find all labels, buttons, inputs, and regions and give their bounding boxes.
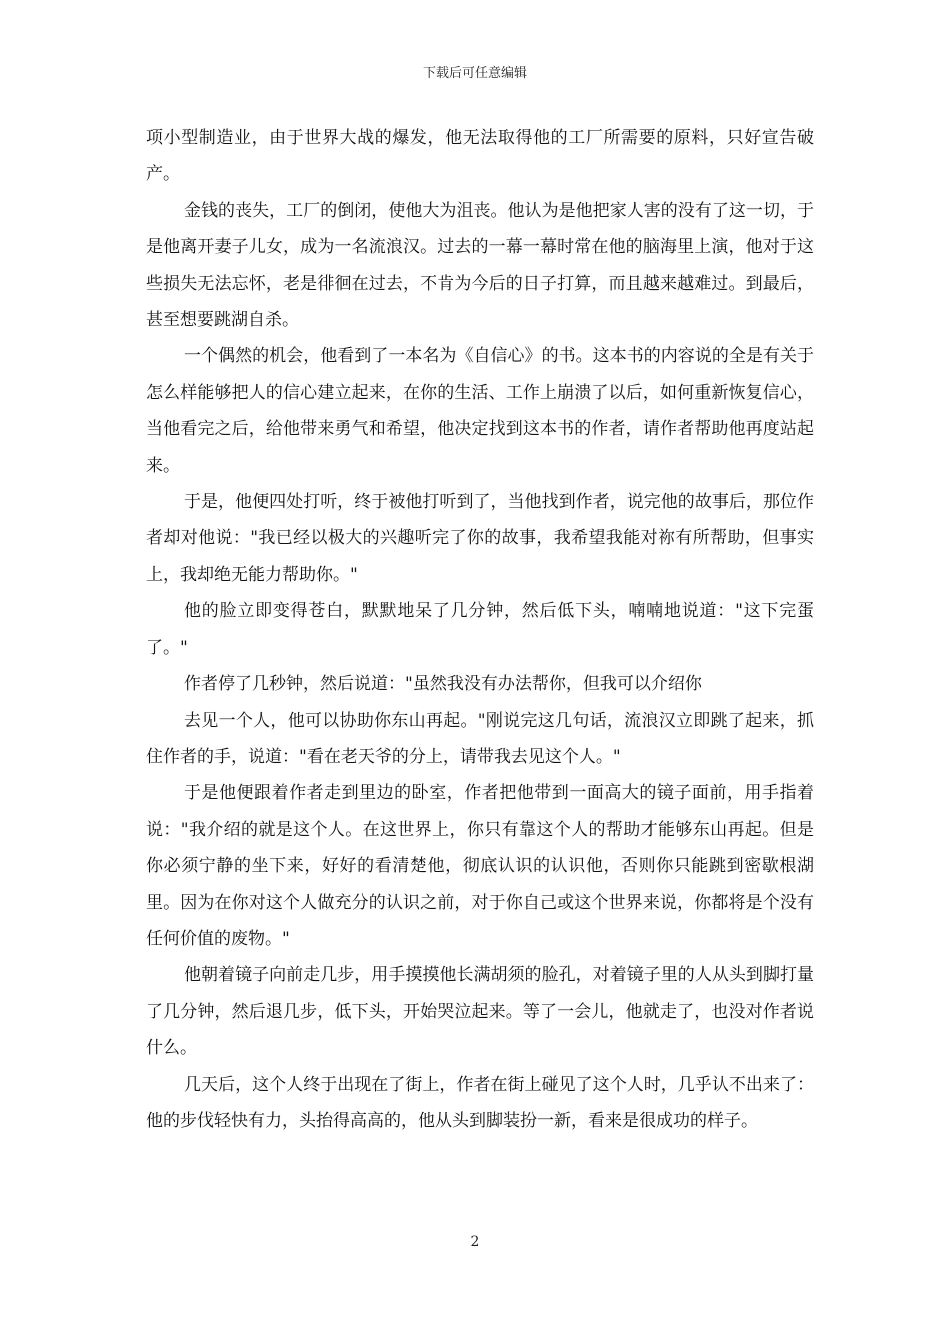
- document-body: [146, 120, 814, 1139]
- paragraph-4: 于是，他便四处打听，终于被他打听到了，当他找到作者，说完他的故事后，那位作者却对他说："我已经以极大的兴趣听完了你的故事，我希望我能对祢有所帮助，但事实上，我却绝无能力帮助你。": [146, 492, 814, 585]
- paragraph-7: 去见一个人，他可以协助你东山再起。"刚说完这几句话，流浪汉立即跳了起来，抓住作者的手，说道："看在老天爷的分上，请带我去见这个人。": [146, 710, 814, 767]
- paragraph-10: 几天后，这个人终于出现在了街上，作者在街上碰见了这个人时，几乎认不出来了：他的步伐轻快有力，头抬得高高的，他从头到脚装扮一新，看来是很成功的样子。: [146, 1074, 814, 1131]
- page-header: 下载后可任意编辑: [422, 66, 527, 81]
- paragraph-2: 金钱的丧失，工厂的倒闭，使他大为沮丧。他认为是他把家人害的没有了这一切，于是他离开妻子儿女，成为一名流浪汉。过去的一幕一幕时常在他的脑海里上演，他对于这些损失无法忘怀，老是徘徊在过去，不肯为今后的日子打算，而且越来越难过。到最后，甚至想要跳湖自杀。: [146, 200, 814, 331]
- paragraph-5: 他的脸立即变得苍白，默默地呆了几分钟，然后低下头，喃喃地说道："这下完蛋了。": [146, 601, 814, 658]
- paragraph-8: 于是他便跟着作者走到里边的卧室，作者把他带到一面高大的镜子面前，用手指着说："我介绍的就是这个人。在这世界上，你只有靠这个人的帮助才能够东山再起。但是你必须宁静的坐下来，好好的看清楚他，彻底认识的认识他，否则你只能跳到密歇根湖里。因为在你对这个人做充分的认识之前，对于你自己或这个世界来说，你都将是个没有任何价值的废物。": [146, 783, 814, 949]
- paragraph-1: 项小型制造业，由于世界大战的爆发，他无法取得他的工厂所需要的原料，只好宣告破产。: [146, 128, 814, 185]
- paragraph-6: 作者停了几秒钟，然后说道："虽然我没有办法帮你，但我可以介绍你: [184, 674, 702, 695]
- page-number: 2: [470, 1234, 480, 1250]
- paragraph-3: 一个偶然的机会，他看到了一本名为《自信心》的书。这本书的内容说的全是有关于怎么样能够把人的信心建立起来，在你的生活、工作上崩溃了以后，如何重新恢复信心，当他看完之后，给他带来勇气和希望，他决定找到这本书的作者，请作者帮助他再度站起来。: [146, 346, 814, 476]
- paragraph-9: 他朝着镜子向前走几步，用手摸摸他长满胡须的脸孔，对着镜子里的人从头到脚打量了几分钟，然后退几步，低下头，开始哭泣起来。等了一会儿，他就走了，也没对作者说什么。: [146, 965, 814, 1059]
